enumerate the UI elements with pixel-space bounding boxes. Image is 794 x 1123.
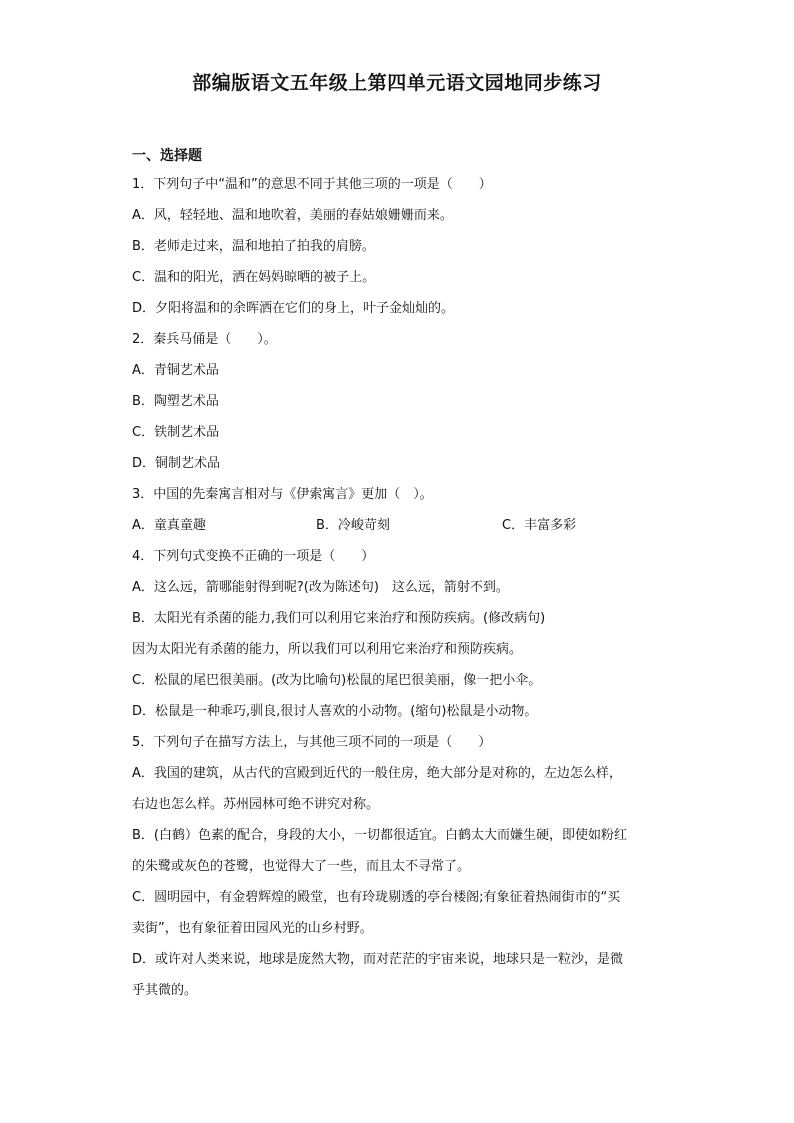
option-a: A．青铜艺术品 bbox=[132, 363, 219, 378]
option-b-continuation: 的朱鹭或灰色的苍鹭，也觉得大了一些，而且太不寻常了。 bbox=[132, 859, 471, 874]
option-d-continuation: 乎其微的。 bbox=[132, 983, 198, 998]
option-c-continuation: 卖街”，也有象征着田园风光的山乡村野。 bbox=[132, 921, 373, 936]
question-stem: 5．下列句子在描写方法上，与其他三项不同的一项是（ ） bbox=[132, 735, 492, 750]
question-2 bbox=[132, 324, 672, 479]
options-row bbox=[132, 510, 672, 541]
question-stem: 4．下列句式变换不正确的一项是（ ） bbox=[132, 549, 375, 564]
section-heading: 一、选择题 bbox=[132, 148, 202, 164]
question-1 bbox=[132, 169, 672, 324]
option-c: C．丰富多彩 bbox=[502, 518, 577, 533]
document-body bbox=[132, 143, 672, 1006]
option-c: C．铁制艺术品 bbox=[132, 425, 220, 440]
question-stem: 1．下列句子中“温和”的意思不同于其他三项的一项是（ ） bbox=[132, 177, 492, 192]
option-b: B．冷峻苛刻 bbox=[316, 518, 390, 533]
option-a: A．风，轻轻地、温和地吹着，美丽的春姑娘姗姗而来。 bbox=[132, 208, 453, 223]
option-b: B．太阳光有杀菌的能力,我们可以利用它来治疗和预防疾病。(修改病句) bbox=[132, 611, 546, 626]
option-b: B．(白鹤）色素的配合，身段的大小，一切都很适宜。白鹤太大而嫌生硬，即使如粉红 bbox=[132, 828, 627, 843]
option-d: D．松鼠是一种乖巧,驯良,很讨人喜欢的小动物。(缩句)松鼠是小动物。 bbox=[132, 704, 538, 719]
option-c: C．松鼠的尾巴很美丽。(改为比喻句)松鼠的尾巴很美丽，像一把小伞。 bbox=[132, 673, 542, 688]
option-d: D．夕阳将温和的余晖洒在它们的身上，叶子金灿灿的。 bbox=[132, 301, 455, 316]
question-stem: 3．中国的先秦寓言相对与《伊索寓言》更加（ ）。 bbox=[132, 487, 433, 502]
option-b: B．老师走过来，温和地拍了拍我的肩膀。 bbox=[132, 239, 375, 254]
option-d: D．铜制艺术品 bbox=[132, 456, 221, 471]
option-a: A．这么远，箭哪能射得到呢?(改为陈述句) 这么远，箭射不到。 bbox=[132, 580, 509, 595]
option-c: C．温和的阳光，洒在妈妈晾晒的被子上。 bbox=[132, 270, 376, 285]
option-b-continuation: 因为太阳光有杀菌的能力，所以我们可以利用它来治疗和预防疾病。 bbox=[132, 642, 523, 657]
question-4 bbox=[132, 541, 672, 727]
question-5 bbox=[132, 727, 672, 1006]
page-title: 部编版语文五年级上第四单元语文园地同步练习 bbox=[192, 72, 602, 94]
option-b: B．陶塑艺术品 bbox=[132, 394, 219, 409]
question-3 bbox=[132, 479, 672, 541]
option-c: C．圆明园中，有金碧辉煌的殿堂，也有玲珑剔透的亭台楼阁;有象征着热闹街市的“买 bbox=[132, 890, 621, 905]
question-stem: 2．秦兵马俑是（ ）。 bbox=[132, 332, 277, 347]
option-a: A．我国的建筑，从古代的宫殿到近代的一般住房，绝大部分是对称的，左边怎么样， bbox=[132, 766, 622, 781]
option-d: D．或许对人类来说，地球是庞然大物，而对茫茫的宇宙来说，地球只是一粒沙，是微 bbox=[132, 952, 624, 967]
option-a-continuation: 右边也怎么样。苏州园林可绝不讲究对称。 bbox=[132, 797, 380, 812]
option-a: A．童真童趣 bbox=[132, 518, 206, 533]
